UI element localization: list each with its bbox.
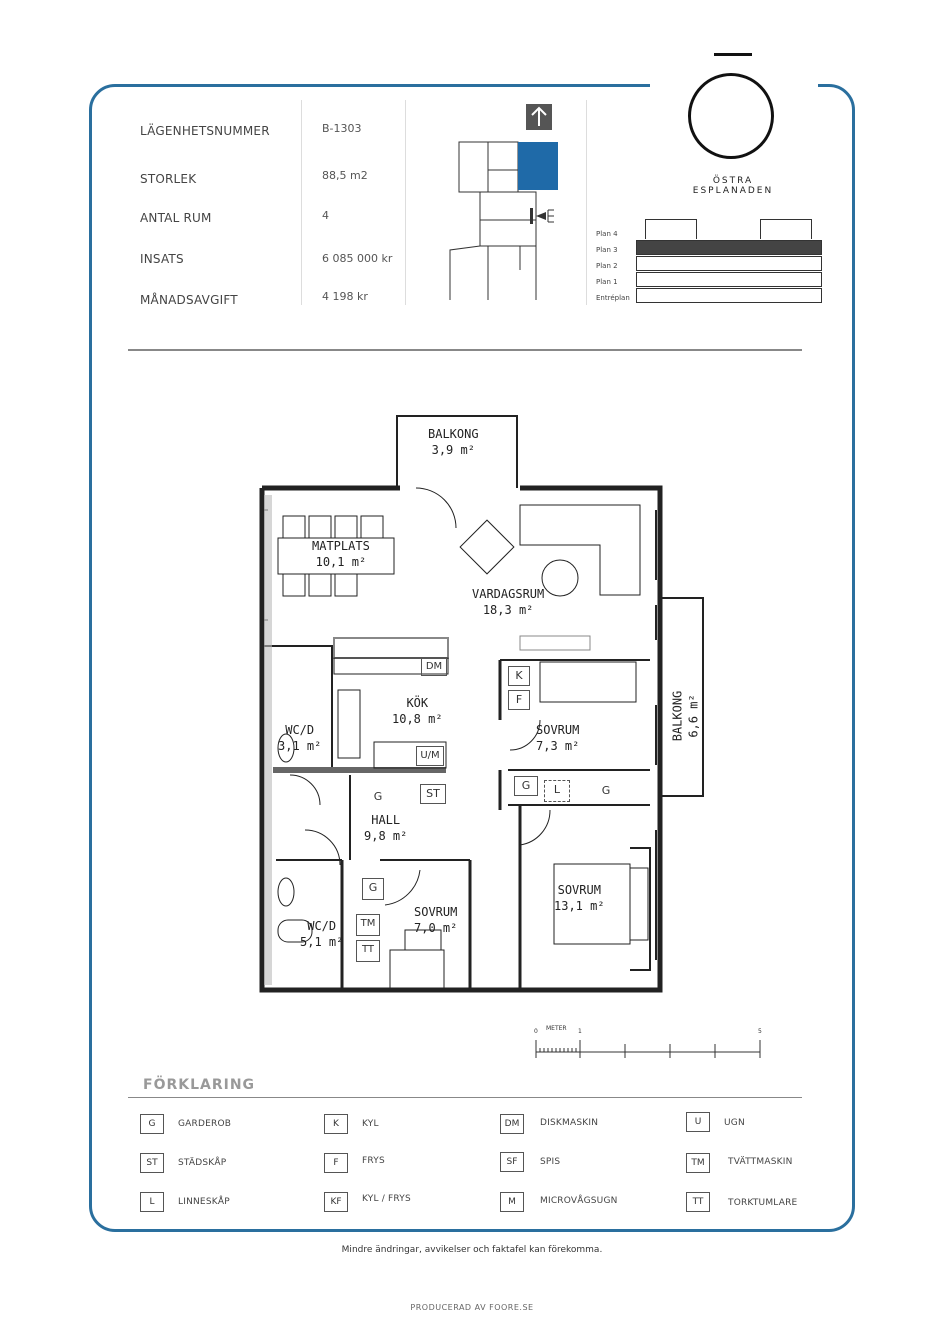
- info-value-size: 88,5 m2: [322, 169, 368, 182]
- info-label-apartment: LÄGENHETSNUMMER: [140, 124, 270, 138]
- info-label-deposit: INSATS: [140, 252, 184, 266]
- legend-code: TT: [686, 1192, 710, 1212]
- legend-label: DISKMASKIN: [540, 1118, 599, 1128]
- mark-g: G: [514, 776, 538, 796]
- legend-label: LINNESKÅP: [178, 1197, 230, 1207]
- legend-label: KYL / FRYS: [362, 1194, 411, 1204]
- logo-line1: ÖSTRA: [712, 176, 754, 186]
- mark-l: L: [544, 780, 570, 802]
- mark-tt: TT: [356, 940, 380, 962]
- legend-label: FRYS: [362, 1156, 385, 1166]
- info-label-rooms: ANTAL RUM: [140, 211, 212, 225]
- room-wc-1: WC/D 3,1 m²: [278, 723, 322, 753]
- room-hall: HALL 9,8 m²: [364, 813, 408, 843]
- legend-title: FÖRKLARING: [143, 1077, 256, 1093]
- room-balkong-side: BALKONG 6,6 m²: [670, 690, 701, 742]
- mark-tm: TM: [356, 914, 380, 936]
- mark-k: K: [508, 666, 530, 686]
- legend-code: ST: [140, 1153, 164, 1173]
- logo-line2: ESPLANADEN: [692, 186, 774, 196]
- scale-unit: METER: [546, 1025, 567, 1032]
- legend-label: KYL: [362, 1119, 379, 1129]
- floor-label: Plan 2: [596, 262, 618, 270]
- info-value-apartment: B-1303: [322, 122, 362, 135]
- info-label-fee: MÅNADSAVGIFT: [140, 293, 238, 307]
- legend-label: STÄDSKÅP: [178, 1158, 227, 1168]
- room-sovrum-3: SOVRUM 13,1 m²: [554, 883, 605, 913]
- legend-code: K: [324, 1114, 348, 1134]
- legend-code: SF: [500, 1152, 524, 1172]
- scale-bar: [530, 1028, 770, 1062]
- floor-label: Entréplan: [596, 294, 630, 302]
- scale-mid: 1: [578, 1028, 582, 1035]
- floor-label: Plan 4: [596, 230, 618, 238]
- info-value-deposit: 6 085 000 kr: [322, 252, 393, 265]
- legend-label: MICROVÅGSUGN: [540, 1196, 618, 1206]
- legend-code: DM: [500, 1114, 524, 1134]
- legend-code: L: [140, 1192, 164, 1212]
- room-vardagsrum: VARDAGSRUM 18,3 m²: [472, 587, 545, 617]
- mark-g: G: [601, 784, 611, 797]
- legend-code: F: [324, 1153, 348, 1173]
- producer-credit: PRODUCERAD AV FOORE.SE: [410, 1303, 534, 1312]
- legend-code: TM: [686, 1153, 710, 1173]
- legend-code: KF: [324, 1192, 348, 1212]
- legend-label: GARDEROB: [178, 1119, 232, 1129]
- info-value-fee: 4 198 kr: [322, 290, 368, 303]
- mark-st: ST: [420, 784, 446, 804]
- legend-divider: [128, 1097, 802, 1098]
- legend-label: TVÄTTMASKIN: [728, 1157, 793, 1167]
- scale-end: 5: [758, 1028, 762, 1035]
- floor-label: Plan 3: [596, 246, 618, 254]
- disclaimer: Mindre ändringar, avvikelser och faktafel kan förekomma.: [341, 1245, 603, 1255]
- room-balkong-top: BALKONG 3,9 m²: [428, 427, 479, 457]
- room-wc-2: WC/D 5,1 m²: [300, 919, 344, 949]
- legend-code: U: [686, 1112, 710, 1132]
- mark-dm: DM: [421, 658, 447, 676]
- floor-label: Plan 1: [596, 278, 618, 286]
- mark-f: F: [508, 690, 530, 710]
- legend-code: M: [500, 1192, 524, 1212]
- info-value-rooms: 4: [322, 209, 329, 222]
- legend-label: SPIS: [540, 1157, 561, 1167]
- room-kok: KÖK 10,8 m²: [392, 696, 443, 726]
- scale-start: 0: [534, 1028, 538, 1035]
- legend-label: UGN: [724, 1118, 745, 1128]
- mark-g: G: [373, 790, 383, 803]
- room-matplats: MATPLATS 10,1 m²: [312, 539, 370, 569]
- mark-g: G: [362, 878, 384, 900]
- info-label-size: STORLEK: [140, 172, 197, 186]
- legend-code: G: [140, 1114, 164, 1134]
- mark-um: U/M: [416, 746, 444, 766]
- room-sovrum-1: SOVRUM 7,3 m²: [536, 723, 580, 753]
- room-sovrum-2: SOVRUM 7,0 m²: [414, 905, 458, 935]
- legend-label: TORKTUMLARE: [728, 1198, 798, 1208]
